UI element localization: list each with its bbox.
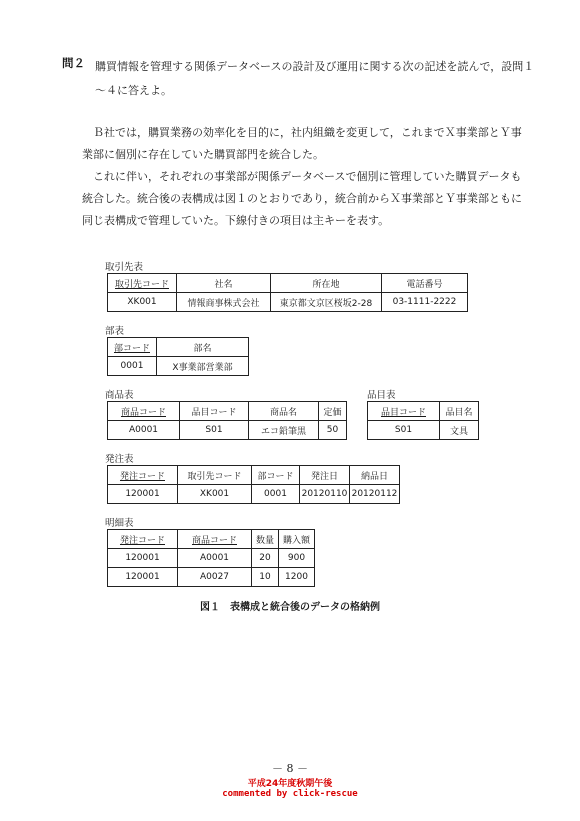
table-cell: 0001 xyxy=(108,357,157,376)
header-cell xyxy=(177,274,271,293)
header-cell xyxy=(178,466,252,485)
header-text: 品目コード xyxy=(380,407,426,418)
table-cell: 20 xyxy=(252,549,279,568)
hinmoku-table-title: 品目表 xyxy=(367,390,396,401)
torihikisaki-table xyxy=(107,273,468,312)
header-text: 購入額 xyxy=(282,535,310,546)
header-text: 部コード xyxy=(113,343,150,354)
header-cell xyxy=(252,466,300,485)
table-cell: 120001 xyxy=(108,549,178,568)
paragraph-2: これに伴い，それぞれの事業部が関係データベースで個別に管理していた購買データも統合した。統合後の表構成は図１のとおりであり，統合前からＸ事業部とＹ事業部ともに同じ表構成で管理していた。下線付きの項目は主キーを表す。 xyxy=(82,170,522,227)
header-cell xyxy=(108,274,177,293)
table-cell: 50 xyxy=(319,421,347,440)
header-text: 取引先コード xyxy=(187,471,242,482)
question-label: 問２ xyxy=(62,56,85,70)
header-cell xyxy=(180,402,249,421)
header-cell xyxy=(249,402,319,421)
header-cell xyxy=(319,402,347,421)
header-cell xyxy=(252,530,279,549)
table-cell: XK001 xyxy=(178,485,252,504)
header-text: 数量 xyxy=(255,535,274,546)
meisai-table xyxy=(107,529,315,587)
header-text: 品目コード xyxy=(191,407,237,418)
table-row xyxy=(108,485,400,504)
header-text: 取引先コード xyxy=(114,279,169,290)
commentary-credit: commented by click-rescue xyxy=(222,789,358,799)
table-cell: 03-1111-2222 xyxy=(382,293,468,312)
table-cell: 20120112 xyxy=(350,485,400,504)
header-cell xyxy=(300,466,350,485)
header-text: 定価 xyxy=(323,407,342,418)
header-cell xyxy=(178,530,252,549)
table-header-row xyxy=(108,530,315,549)
shohin-table-title: 商品表 xyxy=(105,390,134,401)
hatchu-table xyxy=(107,465,400,504)
table-cell: S01 xyxy=(180,421,249,440)
exam-session-note: 平成24年度秋期午後 xyxy=(247,779,333,789)
header-text: 品目名 xyxy=(445,407,473,418)
table-row xyxy=(108,357,249,376)
header-cell xyxy=(350,466,400,485)
header-text: 部名 xyxy=(193,343,212,354)
table-header-row xyxy=(368,402,479,421)
table-header-row xyxy=(108,338,249,357)
table-header-row xyxy=(108,466,400,485)
table-row xyxy=(108,421,347,440)
header-cell xyxy=(368,402,440,421)
header-text: 発注コード xyxy=(119,471,165,482)
header-cell xyxy=(271,274,382,293)
shohin-table xyxy=(107,401,347,440)
figure-caption: 図１ 表構成と統合後のデータの格納例 xyxy=(200,602,380,613)
hatchu-table-title: 発注表 xyxy=(105,454,134,465)
table-cell: 900 xyxy=(279,549,315,568)
table-row xyxy=(368,421,479,440)
header-cell xyxy=(382,274,468,293)
table-row xyxy=(108,549,315,568)
header-text: 発注コード xyxy=(119,535,165,546)
table-header-row xyxy=(108,402,347,421)
table-cell: 東京都文京区桜坂2-28 xyxy=(271,293,382,312)
header-text: 電話番号 xyxy=(406,279,443,290)
header-text: 社名 xyxy=(214,279,233,290)
table-header-row xyxy=(108,274,468,293)
hinmoku-table xyxy=(367,401,479,440)
table-cell: 120001 xyxy=(108,485,178,504)
header-cell xyxy=(108,530,178,549)
header-text: 納品日 xyxy=(360,471,388,482)
question-text: 購買情報を管理する関係データベースの設計及び運用に関する次の記述を読んで，設問１～４に答えよ。 xyxy=(95,60,535,97)
bu-table-title: 部表 xyxy=(105,326,125,337)
table-cell: S01 xyxy=(368,421,440,440)
table-cell: エコ鉛筆黒 xyxy=(249,421,319,440)
table-cell: 20120110 xyxy=(300,485,350,504)
header-cell xyxy=(108,466,178,485)
header-cell xyxy=(108,338,157,357)
header-text: 部コード xyxy=(257,471,294,482)
header-cell xyxy=(440,402,479,421)
table-cell: 10 xyxy=(252,568,279,587)
header-text: 商品コード xyxy=(120,407,166,418)
header-cell xyxy=(157,338,249,357)
bu-table xyxy=(107,337,249,376)
table-cell: A0027 xyxy=(178,568,252,587)
table-cell: XK001 xyxy=(108,293,177,312)
table-row xyxy=(108,293,468,312)
table-cell: 0001 xyxy=(252,485,300,504)
torihikisaki-table-title: 取引先表 xyxy=(105,262,144,273)
header-text: 商品コード xyxy=(191,535,237,546)
page-number: － 8 － xyxy=(272,762,308,775)
header-text: 発注日 xyxy=(310,471,338,482)
header-cell xyxy=(108,402,180,421)
table-cell: A0001 xyxy=(108,421,180,440)
header-text: 商品名 xyxy=(269,407,297,418)
table-cell: 情報商事株式会社 xyxy=(177,293,271,312)
table-cell: X事業部営業部 xyxy=(157,357,249,376)
table-cell: 120001 xyxy=(108,568,178,587)
header-cell xyxy=(279,530,315,549)
paragraph-1: Ｂ社では，購買業務の効率化を目的に，社内組織を変更して，これまでＸ事業部とＹ事業部に個別に存在していた購買部門を統合した。 xyxy=(82,126,522,161)
meisai-table-title: 明細表 xyxy=(105,518,134,529)
header-text: 所在地 xyxy=(312,279,340,290)
table-row xyxy=(108,568,315,587)
table-cell: 1200 xyxy=(279,568,315,587)
table-cell: A0001 xyxy=(178,549,252,568)
table-cell: 文具 xyxy=(440,421,479,440)
